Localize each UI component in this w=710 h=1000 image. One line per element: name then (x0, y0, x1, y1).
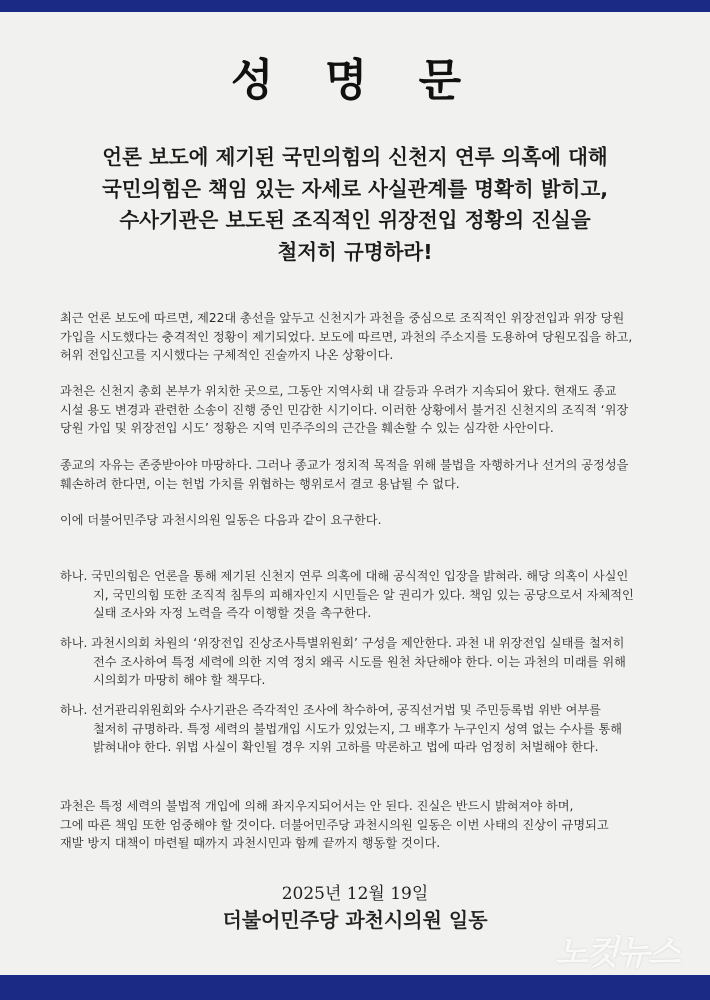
paragraph-3 (60, 456, 670, 493)
statement-date: 2025년 12월 19일 (281, 884, 429, 904)
paragraph-2 (60, 382, 670, 438)
demand-1 (60, 567, 680, 623)
text-line: 종교의 자유는 존중받아야 마땅하다. 그러나 종교가 정치적 목적을 위해 불법을 자행하거나 선거의 공정성을 (60, 458, 629, 472)
headline-line: 언론 보도에 제기된 국민의힘의 신천지 연루 의혹에 대해 (102, 145, 608, 169)
text-line: 과천은 특정 세력의 불법적 개입에 의해 좌지우지되어서는 안 된다. 진실은 반드시 밝혀져야 하며, (60, 799, 574, 813)
document-title: 성 명 문 (230, 55, 480, 106)
demand-3 (60, 701, 680, 757)
closing-paragraph (60, 797, 670, 853)
text-line: 하나. 국민의힘은 언론을 통해 제기된 신천지 연루 의혹에 대해 공식적인 입장을 밝혀라. 해당 의혹이 사실인 (60, 569, 629, 583)
headline-line: 수사기관은 보도된 조직적인 위장전입 정황의 진실을 (119, 208, 591, 232)
text-line: 당원 가입 및 위장전입 시도’ 정황은 지역 민주주의의 근간을 훼손할 수 있는 심각한 사안이다. (60, 421, 554, 435)
text-line: 과천은 신천지 총회 본부가 위치한 곳으로, 그동안 지역사회 내 갈등과 우려가 지속되어 왔다. 현재도 종교 (60, 384, 617, 398)
text-line: 실태 조사와 자정 노력을 즉각 이행할 것을 촉구한다. (93, 606, 372, 620)
bottom-band (0, 975, 710, 1000)
text-line: 훼손하려 한다면, 이는 헌법 가치를 위협하는 행위로서 결코 용납될 수 없다. (60, 476, 460, 491)
text-line: 가입을 시도했다는 충격적인 정황이 제기되었다. 보도에 따르면, 과천의 주소지를 도용하여 당원모집을 하고, (60, 329, 633, 344)
text-line: 재발 방지 대책이 마련될 때까지 과천시민과 함께 끝까지 행동할 것이다. (60, 836, 441, 850)
text-line: 최근 언론 보도에 따르면, 제22대 총선을 앞두고 신천지가 과천을 중심으로 조직적인 위장전입과 위장 당원 (60, 311, 625, 325)
demand-2 (60, 634, 680, 690)
text-line: 허위 전입신고를 지시했다는 구체적인 진술까지 나온 상황이다. (60, 348, 394, 362)
headline (0, 142, 710, 268)
text-line: 하나. 선거관리위원회와 수사기관은 즉각적인 조사에 착수하여, 공직선거법 및 주민등록법 위반 여부를 (60, 703, 601, 717)
text-line: 시의회가 마땅히 해야 할 책무다. (93, 673, 266, 687)
text-line: 그에 따른 책임 또한 엄중해야 할 것이다. 더불어민주당 과천시의원 일동은 이번 사태의 진상이 규명되고 (60, 817, 609, 832)
text-line: 전수 조사하여 특정 세력에 의한 지역 정치 왜곡 시도를 원천 차단해야 한다. 이는 과천의 미래를 위해 (93, 654, 626, 669)
text-line: 하나. 과천시의회 차원의 ‘위장전입 진상조사특별위원회’ 구성을 제안한다. 과천 내 위장전입 실태를 철저히 (60, 636, 625, 650)
paragraph-1 (60, 309, 670, 365)
paragraph-4 (60, 511, 670, 530)
text-line: 철저히 규명하라. 특정 세력의 불법개입 시도가 있었는지, 그 배후가 누구인지 성역 없는 수사를 통해 (93, 721, 623, 736)
text-line: 시설 용도 변경과 관련한 소송이 진행 중인 민감한 시기이다. 이러한 상황에서 불거진 신천지의 조직적 ‘위장 (60, 402, 629, 417)
text-line: 이에 더불어민주당 과천시의원 일동은 다음과 같이 요구한다. (60, 513, 382, 527)
headline-line: 철저히 규명하라! (277, 239, 433, 264)
text-line: 지, 국민의힘 또한 조직적 침투의 피해자인지 시민들은 알 권리가 있다. 책임 있는 공당으로서 자체적인 (93, 587, 634, 602)
text-line: 밝혀내야 한다. 위법 사실이 확인될 경우 지위 고하를 막론하고 법에 따라 엄정히 처벌해야 한다. (93, 740, 599, 754)
headline-line: 국민의힘은 책임 있는 자세로 사실관계를 명확히 밝히고, (101, 176, 609, 201)
watermark-logo: 노컷뉴스 (555, 933, 679, 973)
signatory: 더불어민주당 과천시의원 일동 (222, 908, 488, 932)
top-band (0, 0, 710, 12)
